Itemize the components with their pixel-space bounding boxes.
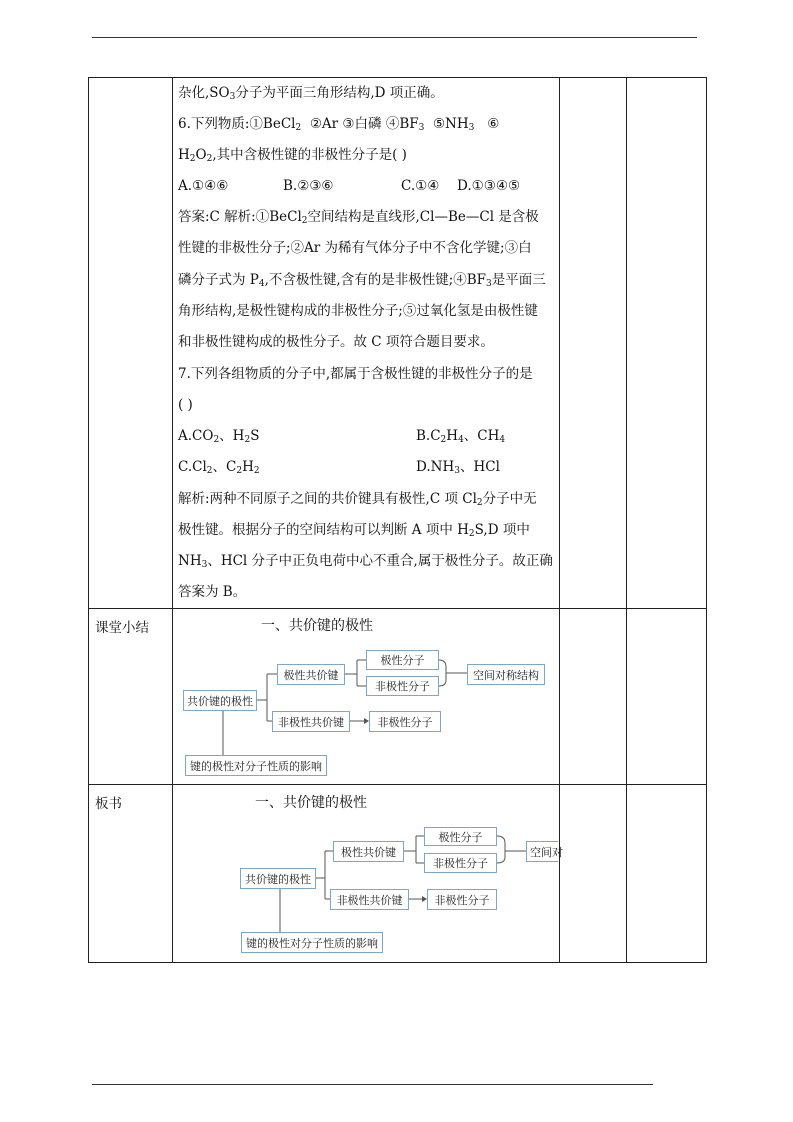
q7-stem-line2: ( ) (178, 397, 193, 413)
q6-option-a: A.①④⑥ (178, 178, 229, 194)
footer-rule (92, 1084, 653, 1085)
q6-answer-line5: 和非极性键构成的极性分子。故 C 项符合题目要求。 (178, 334, 494, 350)
q6-stem-line1: 6.下列物质:①BeCl$_2$ ②Ar ③白磷 $④BF_3$ $⑤NH_3$ ⑥ (178, 116, 500, 133)
q7-option-a: $A.CO_2$、$H_2S$ (178, 428, 260, 445)
q6-answer-line2: 性键的非极性分子;②Ar 为稀有气体分子中不含化学键;③白 (178, 240, 532, 256)
board-nonpolar-bond-node: 非极性共价键 (330, 889, 409, 910)
q7-explanation-line4: 答案为 B。 (178, 584, 247, 600)
q7-option-c: $C.Cl_2$、$C_2H_2$ (178, 459, 260, 476)
q7-explanation-line1: 解析:两种不同原子之间的共价键具有极性,C 项 $Cl_2$分子中无 (178, 491, 537, 508)
board-heading: 一、共价键的极性 (255, 795, 367, 811)
q6-answer-line4: 角形结构,是极性键构成的非极性分子;⑤过氧化氢是由极性键 (178, 303, 538, 319)
board-symmetry-node: 空间对 (526, 841, 558, 862)
q7-explanation-line2: 极性键。根据分子的空间结构可以判断 A 项中 $H_2S,D$ 项中 (178, 522, 530, 539)
summary-nonpolar-molecule-node-2: 非极性分子 (369, 711, 441, 732)
q7-option-b: $B.C_2H_4$、$CH_4$ (416, 428, 506, 445)
board-effect-node: 键的极性对分子性质的影响 (241, 932, 383, 953)
summary-polar-bond-node: 极性共价键 (277, 664, 345, 685)
q6-option-c: C.①④ (401, 178, 440, 194)
summary-nonpolar-bond-node: 非极性共价键 (272, 711, 350, 732)
summary-polar-molecule-node: 极性分子 (366, 650, 439, 670)
board-root-node: 共价键的极性 (240, 868, 316, 889)
explanation-tail: 杂化$,SO_3$分子为平面三角形结构,D 项正确。 (178, 85, 444, 102)
q6-option-b: B.②③⑥ (283, 178, 334, 194)
q6-answer-line3: 磷分子式为 $P_4$,不含极性键,含有的是非极性键$;④BF_3$是平面三 (178, 272, 546, 289)
summary-nonpolar-molecule-node: 非极性分子 (366, 676, 439, 696)
board-polar-molecule-node: 极性分子 (424, 827, 497, 846)
summary-heading: 一、共价键的极性 (261, 618, 373, 634)
q6-answer-line1: 答案:C 解析:①BeCl$_2$空间结构是直线形,Cl—Be—Cl 是含极 (178, 209, 539, 226)
summary-symmetry-node: 空间对称结构 (467, 664, 545, 685)
board-label: 板书 (95, 796, 122, 812)
q7-stem-line1: 7.下列各组物质的分子中,都属于含极性键的非极性分子的是 (178, 366, 533, 382)
summary-label: 课堂小结 (95, 620, 149, 636)
q6-option-d: D.①③④⑤ (457, 178, 521, 194)
summary-effect-node: 键的极性对分子性质的影响 (185, 755, 327, 776)
board-polar-bond-node: 极性共价键 (333, 841, 404, 862)
board-nonpolar-molecule-node: 非极性分子 (424, 853, 497, 873)
summary-root-node: 共价键的极性 (183, 690, 257, 711)
q6-stem-line2: $H_2O_2$,其中含极性键的非极性分子是( ) (178, 147, 407, 164)
board-nonpolar-molecule-node-2: 非极性分子 (427, 889, 497, 910)
q7-explanation-line3: $NH_3$、HCl 分子中正负电荷中心不重合,属于极性分子。故正确 (178, 553, 553, 570)
q7-option-d: $D.NH_3$、HCl (416, 459, 500, 476)
